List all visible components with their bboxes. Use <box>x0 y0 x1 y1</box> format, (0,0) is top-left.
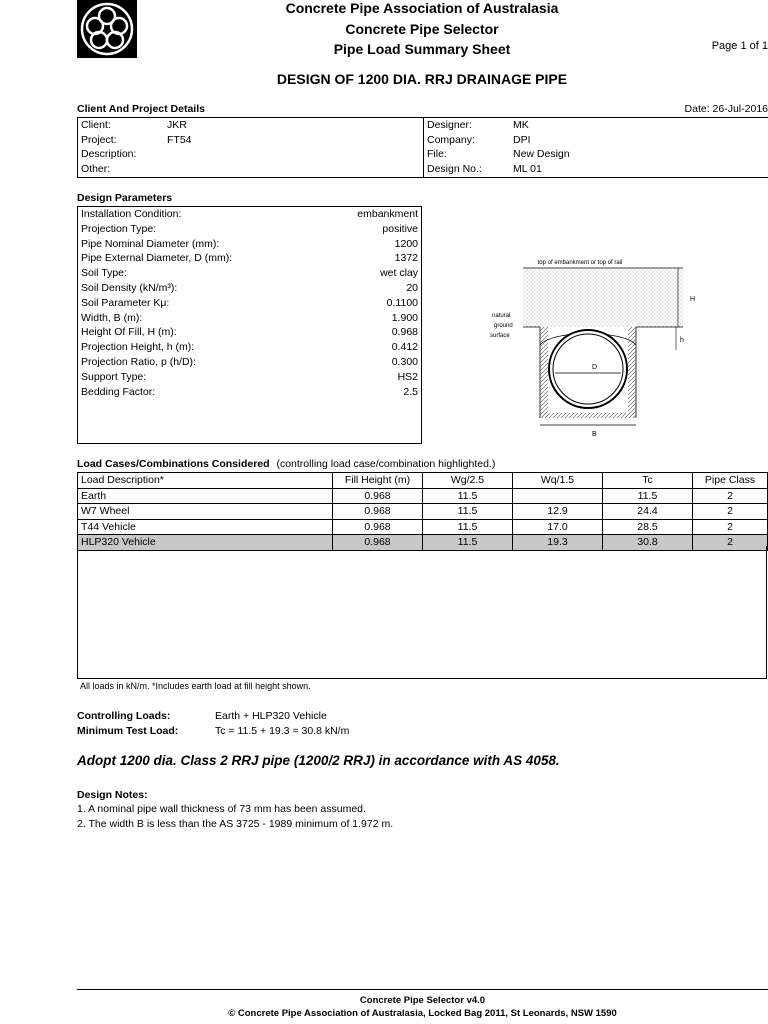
params-box <box>77 206 422 444</box>
param-row <box>78 325 421 340</box>
param-row <box>78 385 421 400</box>
param-label: Pipe External Diameter, D (mm): <box>81 252 233 265</box>
col-header: Pipe Class <box>693 473 768 489</box>
param-row <box>78 355 421 370</box>
col-header: Tc <box>603 473 693 489</box>
param-row <box>78 370 421 385</box>
col-header: Wq/1.5 <box>513 473 603 489</box>
table-cell: 11.5 <box>423 535 513 551</box>
trench-base-hatch <box>540 413 636 418</box>
adopt-statement: Adopt 1200 dia. Class 2 RRJ pipe (1200/2 RRJ) in accordance with AS 4058. <box>77 753 560 768</box>
cpaa-logo <box>77 0 137 58</box>
load-table <box>77 472 768 551</box>
other-value <box>164 162 195 177</box>
param-row <box>78 340 421 355</box>
designer-value: MK <box>513 119 529 132</box>
page-title: DESIGN OF 1200 DIA. RRJ DRAINAGE PIPE <box>276 71 568 87</box>
design-no-value: ML 01 <box>513 162 542 175</box>
param-row <box>78 266 421 281</box>
table-cell: T44 Vehicle <box>78 519 333 535</box>
description-value <box>164 147 195 162</box>
controlling-value: Earth + HLP320 Vehicle <box>215 710 327 722</box>
param-row <box>78 207 421 222</box>
param-value: 0.968 <box>391 326 418 339</box>
load-table-empty-area <box>77 546 767 679</box>
param-label: Installation Condition: <box>81 208 182 220</box>
table-cell: 24.4 <box>603 504 693 520</box>
col-header: Wg/2.5 <box>423 473 513 489</box>
table-cell: 11.5 <box>603 488 693 504</box>
date-label: Date: 26-Jul-2016 <box>684 103 768 115</box>
table-cell <box>513 488 603 504</box>
loads-heading: Load Cases/Combinations Considered <box>77 458 270 470</box>
param-row <box>78 222 421 237</box>
project-row <box>78 133 195 148</box>
table-cell: Earth <box>78 488 333 504</box>
file-value: New Design <box>513 148 570 161</box>
param-label: Soil Type: <box>81 267 127 280</box>
designer-label: Designer: <box>427 119 472 132</box>
company-label: Company: <box>427 133 475 146</box>
company-value: DPI <box>513 133 531 146</box>
note-item: 2. The width B is less than the AS 3725 - 1989 minimum of 1.972 m. <box>77 818 394 830</box>
loads-heading-line <box>77 458 495 470</box>
param-label: Projection Height, h (m): <box>81 341 195 354</box>
param-row <box>78 296 421 311</box>
design-no-row <box>424 162 573 177</box>
param-label: Pipe Nominal Diameter (mm): <box>81 237 220 250</box>
embankment-diagram <box>488 255 703 445</box>
param-label: Width, B (m): <box>81 311 143 324</box>
param-row <box>78 281 421 296</box>
table-cell: 2 <box>693 488 768 504</box>
designer-row <box>424 118 573 133</box>
param-row <box>78 311 421 326</box>
trench-hatch-right <box>628 327 636 418</box>
table-cell: 0.968 <box>333 488 423 504</box>
h-small-label: h <box>680 337 684 344</box>
pipe-outer <box>549 330 627 408</box>
b-label: B <box>592 431 597 438</box>
loads-footnote: All loads in kN/m. *Includes earth load at fill height shown. <box>80 681 311 691</box>
table-cell: 17.0 <box>513 519 603 535</box>
natural-label-1: natural <box>492 313 511 319</box>
client-heading: Client And Project Details <box>77 103 205 115</box>
table-row <box>78 504 768 520</box>
controlling-label: Controlling Loads: <box>77 710 171 722</box>
loads-note: (controlling load case/combination highlighted.) <box>276 458 496 470</box>
design-no-label: Design No.: <box>427 162 482 175</box>
param-value: 0.300 <box>391 355 418 368</box>
table-cell: W7 Wheel <box>78 504 333 520</box>
trench-hatch-left <box>540 327 548 418</box>
param-label: Support Type: <box>81 370 147 383</box>
param-label: Height Of Fill, H (m): <box>81 326 177 339</box>
footer-divider <box>77 989 768 990</box>
table-cell: 0.968 <box>333 535 423 551</box>
table-cell: 12.9 <box>513 504 603 520</box>
table-cell: 2 <box>693 504 768 520</box>
company-row <box>424 133 573 148</box>
project-value: FT54 <box>167 133 192 146</box>
table-cell: 11.5 <box>423 488 513 504</box>
client-row <box>78 118 195 133</box>
table-row <box>78 488 768 504</box>
file-label: File: <box>427 148 447 161</box>
param-value: 1.900 <box>391 311 418 324</box>
param-label: Soil Density (kN/m³): <box>81 281 178 294</box>
min-test-label: Minimum Test Load: <box>77 725 179 737</box>
table-cell: 19.3 <box>513 535 603 551</box>
description-label: Description: <box>81 148 137 161</box>
notes-heading: Design Notes: <box>77 789 148 801</box>
table-cell: 2 <box>693 519 768 535</box>
param-value: embankment <box>357 208 418 220</box>
table-cell: 0.968 <box>333 504 423 520</box>
note-item: 1. A nominal pipe wall thickness of 73 mm has been assumed. <box>77 803 366 815</box>
page-indicator: Page 1 of 1 <box>711 40 768 52</box>
min-test-value: Tc = 11.5 + 19.3 = 30.8 kN/m <box>215 725 350 737</box>
client-left <box>78 118 424 177</box>
org-name: Concrete Pipe Association of Australasia <box>285 0 559 16</box>
natural-label-3: surface <box>490 333 510 339</box>
param-label: Projection Ratio, p (h/D): <box>81 355 196 368</box>
param-row <box>78 251 421 266</box>
table-cell: 28.5 <box>603 519 693 535</box>
d-label: D <box>592 364 598 371</box>
client-label: Client: <box>81 119 111 132</box>
col-header: Fill Height (m) <box>333 473 423 489</box>
table-cell: 30.8 <box>603 535 693 551</box>
table-row <box>78 519 768 535</box>
param-label: Soil Parameter Kμ: <box>81 296 170 309</box>
fill-area <box>523 269 683 327</box>
load-table-header <box>78 473 768 489</box>
project-label: Project: <box>81 133 117 146</box>
top-label: top of embankment or top of rail <box>537 260 623 266</box>
client-box <box>77 117 768 178</box>
param-label: Projection Type: <box>81 222 157 235</box>
table-cell: 2 <box>693 535 768 551</box>
client-right <box>424 118 573 176</box>
description-row <box>78 147 195 162</box>
param-value: 0.412 <box>391 341 418 354</box>
param-row <box>78 237 421 252</box>
table-cell: 11.5 <box>423 504 513 520</box>
natural-label-2: ground <box>494 323 513 329</box>
param-value: HS2 <box>397 370 418 383</box>
sheet-name: Pipe Load Summary Sheet <box>333 41 511 57</box>
params-heading: Design Parameters <box>77 192 173 204</box>
file-row <box>424 147 573 162</box>
param-value: wet clay <box>380 267 418 280</box>
table-cell: 11.5 <box>423 519 513 535</box>
col-header: Load Description* <box>78 473 333 489</box>
param-value: 0.1100 <box>386 296 418 309</box>
param-value: 1200 <box>394 237 418 250</box>
other-row <box>78 162 195 177</box>
client-value: JKR <box>167 119 187 132</box>
table-cell: 0.968 <box>333 519 423 535</box>
param-value: 20 <box>406 281 418 294</box>
table-cell: HLP320 Vehicle <box>78 535 333 551</box>
param-value: 2.5 <box>403 385 418 398</box>
footer-line-1: Concrete Pipe Selector v4.0 <box>359 995 486 1006</box>
param-value: 1372 <box>394 252 418 265</box>
app-name: Concrete Pipe Selector <box>345 21 499 37</box>
footer-line-2: © Concrete Pipe Association of Australasia, Locked Bag 2011, St Leonards, NSW 1590 <box>228 1008 617 1019</box>
other-label: Other: <box>81 162 111 175</box>
param-value: positive <box>382 222 418 235</box>
param-label: Bedding Factor: <box>81 385 156 398</box>
h-big-label: H <box>690 296 696 303</box>
